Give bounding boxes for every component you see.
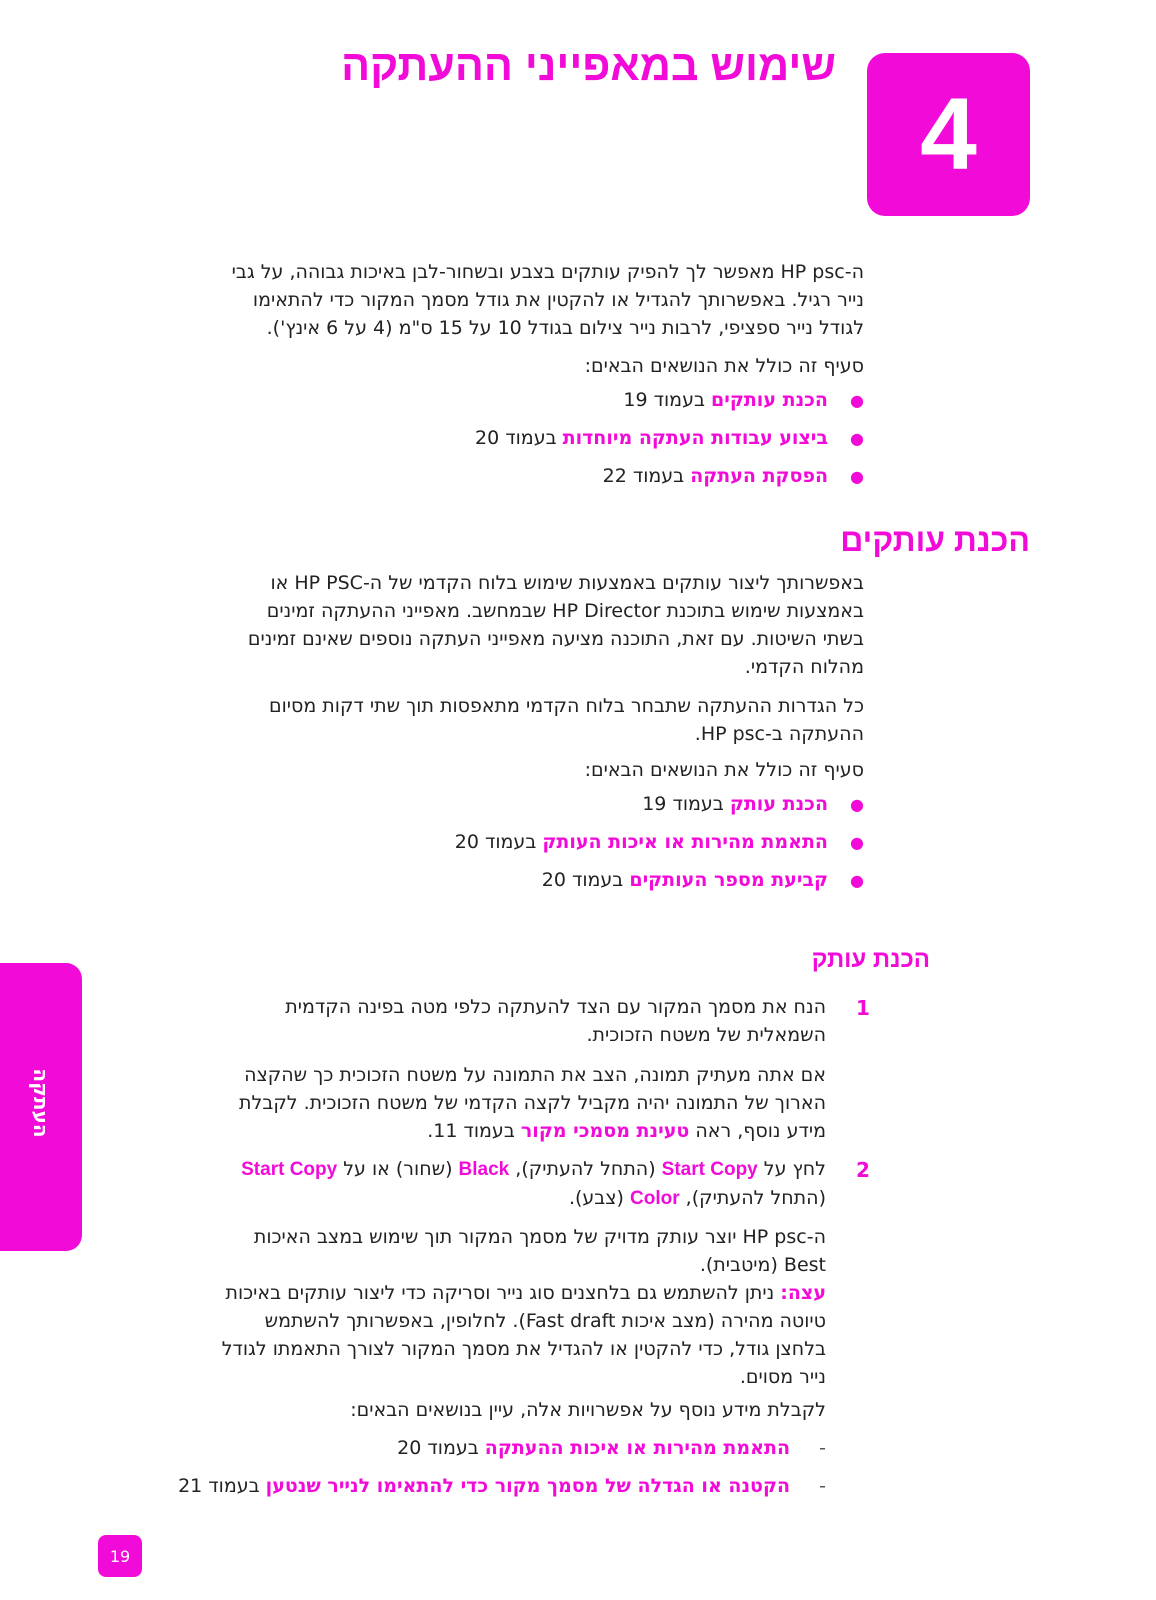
tip-block <box>66 1279 826 1391</box>
step-text: (התחל להעתיק), <box>679 1187 826 1209</box>
step-line: הנח את מסמך המקור עם הצד להעתקה כלפי מטה בפינה הקדמית <box>285 996 826 1018</box>
bullet-page: בעמוד 20 <box>454 831 537 853</box>
step-2-text <box>106 1155 826 1213</box>
more-info-label: לקבלת מידע נוסף על אפשרויות אלה, עיין בנושאים הבאים: <box>350 1399 826 1421</box>
section-bullet-2[interactable] <box>455 828 864 857</box>
section-line: באמצעות שימוש בתוכנת HP Director שבמחשב. מאפייני ההעתקה זמינים <box>266 600 864 622</box>
dash-item-1[interactable] <box>397 1434 826 1462</box>
intro-topics-label: סעיף זה כולל את הנושאים הבאים: <box>584 355 864 377</box>
intro-bullet-2[interactable] <box>475 424 864 453</box>
step-text: (שחור) או על <box>337 1158 459 1180</box>
note-line: הארוך של התמונה יהיה מקביל לקצה הקדמי של משטח הזכוכית. לקבלת <box>239 1092 826 1114</box>
bullet-link[interactable]: התאמת מהירות או איכות העותק <box>542 831 828 853</box>
step-1-note <box>106 1061 826 1145</box>
note-line <box>106 1117 826 1145</box>
start-copy-key: Start Copy <box>661 1159 758 1180</box>
section-line: כל הגדרות ההעתקה שתבחר בלוח הקדמי מתאפסות תוך שתי דקות מסיום <box>268 695 864 717</box>
section-line: בשתי השיטות. עם זאת, התוכנה מציעה מאפייני העתקה נוספים שאינם זמינים <box>247 628 864 650</box>
tip-line: נייר מסוים. <box>739 1366 826 1388</box>
intro-line: ה-HP psc מאפשר לך להפיק עותקים בצבע ובשחור-לבן באיכות גבוהה, על גבי <box>231 261 864 283</box>
bullet-link[interactable]: הכנת עותק <box>729 793 828 815</box>
intro-line: לגודל נייר ספציפי, לרבות נייר צילום בגודל 10 על 15 ס"מ (4 על 6 אינץ'). <box>266 317 864 339</box>
page-number <box>98 1535 142 1577</box>
tip-line: בלחצן גודל, כדי להקטין או להגדיל את מסמך המקור לצורך התאמתו לגודל <box>221 1338 826 1360</box>
intro-bullet-1[interactable] <box>623 386 864 415</box>
step-1-number: 1 <box>856 996 870 1020</box>
section-bullet-1[interactable] <box>642 790 864 819</box>
step-2-number: 2 <box>856 1158 870 1182</box>
dash-icon: - <box>819 1475 826 1497</box>
section-line: באפשרותך ליצור עותקים באמצעות שימוש בלוח הקדמי של ה-HP PSC או <box>270 572 864 594</box>
tip-line <box>66 1279 826 1307</box>
step-text: (התחל להעתיק), <box>509 1158 662 1180</box>
dash-item-2[interactable] <box>178 1472 826 1500</box>
intro-paragraph <box>104 258 864 342</box>
bullet-link[interactable]: הכנת עותקים <box>711 389 828 411</box>
bullet-page: בעמוד 20 <box>541 869 624 891</box>
note-suffix: בעמוד 11. <box>427 1120 521 1142</box>
section-bullet-3[interactable] <box>542 866 864 895</box>
bullet-icon: ● <box>850 391 864 410</box>
bullet-page: בעמוד 20 <box>475 427 557 449</box>
tip-label: עצה: <box>780 1282 826 1304</box>
result-line: Best (מיטבית). <box>699 1254 826 1276</box>
section-paragraph-2 <box>104 692 864 748</box>
side-tab-label: העתקה <box>29 1068 53 1138</box>
bullet-page: בעמוד 22 <box>602 465 685 487</box>
step-line <box>106 1155 826 1184</box>
bullet-page: בעמוד 19 <box>642 793 724 815</box>
note-link[interactable]: טעינת מסמכי מקור <box>520 1120 690 1142</box>
dash-link[interactable]: התאמת מהירות או איכות ההעתקה <box>484 1437 790 1459</box>
start-copy-key: Start Copy <box>241 1159 338 1180</box>
bullet-icon: ● <box>850 833 864 852</box>
result-line: ה-HP psc יוצר עותק מדויק של מסמך המקור תוך שימוש במצב האיכות <box>253 1226 826 1248</box>
bullet-link[interactable]: ביצוע עבודות העתקה מיוחדות <box>562 427 828 449</box>
step-line <box>106 1184 826 1213</box>
chapter-number: 4 <box>920 77 977 191</box>
tip-text: ניתן להשתמש גם בלחצנים סוג נייר וסריקה כדי ליצור עותקים באיכות <box>225 1282 781 1304</box>
color-key: Color <box>630 1188 680 1209</box>
dash-icon: - <box>819 1437 826 1459</box>
note-line: אם אתה מעתיק תמונה, הצב את התמונה על משטח הזכוכית כך שהקצה <box>244 1064 826 1086</box>
intro-bullet-3[interactable] <box>603 462 864 491</box>
note-prefix: מידע נוסף, ראה <box>689 1120 826 1142</box>
bullet-link[interactable]: הפסקת העתקה <box>690 465 828 487</box>
step-1-text <box>106 993 826 1049</box>
step-2-result <box>106 1223 826 1279</box>
page-number-text: 19 <box>109 1546 131 1566</box>
section-heading: הכנת עותקים <box>840 522 1030 558</box>
section-topics-label: סעיף זה כולל את הנושאים הבאים: <box>584 759 864 781</box>
section-line: מהלוח הקדמי. <box>744 656 864 678</box>
bullet-icon: ● <box>850 429 864 448</box>
dash-link[interactable]: הקטנה או הגדלה של מסמך מקור כדי להתאימו לנייר שנטען <box>265 1475 790 1497</box>
chapter-side-tab <box>0 963 82 1251</box>
black-key: Black <box>458 1159 510 1180</box>
subsection-heading: הכנת עותק <box>811 946 930 973</box>
bullet-icon: ● <box>850 871 864 890</box>
chapter-number-box <box>867 53 1030 216</box>
dash-page: בעמוד 20 <box>397 1437 479 1459</box>
chapter-title: שימוש במאפייני ההעתקה <box>341 42 836 90</box>
intro-line: נייר רגיל. באפשרותך להגדיל או להקטין את גודל מסמך המקור כדי להתאימו <box>252 289 864 311</box>
bullet-icon: ● <box>850 467 864 486</box>
tip-line: טיוטה מהירה (מצב איכות Fast draft). לחלופין, באפשרותך להשתמש <box>264 1310 826 1332</box>
dash-page: בעמוד 21 <box>178 1475 260 1497</box>
bullet-link[interactable]: קביעת מספר העותקים <box>629 869 828 891</box>
step-line: השמאלית של משטח הזכוכית. <box>586 1024 826 1046</box>
section-paragraph-1 <box>104 569 864 681</box>
section-line: ההעתקה ב-HP psc. <box>694 723 864 745</box>
step-text: לחץ על <box>757 1158 826 1180</box>
bullet-page: בעמוד 19 <box>623 389 705 411</box>
bullet-icon: ● <box>850 795 864 814</box>
step-text: (צבע). <box>568 1187 630 1209</box>
